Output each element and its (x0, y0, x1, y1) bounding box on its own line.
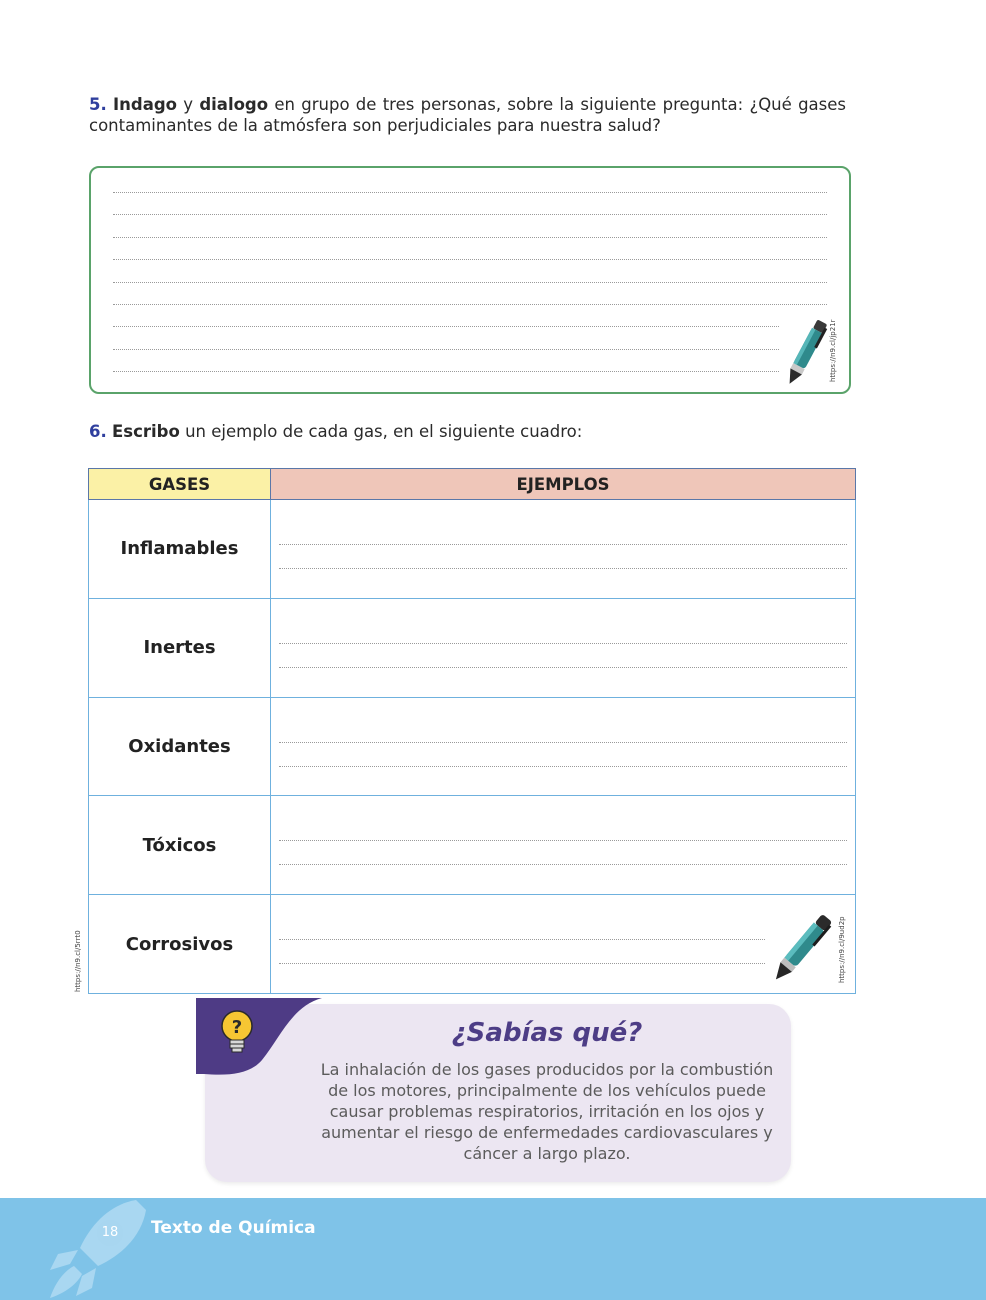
writing-line[interactable] (279, 840, 847, 841)
did-you-know-title: ¿Sabías qué? (451, 1018, 643, 1048)
writing-line[interactable] (113, 237, 827, 238)
writing-line[interactable] (113, 214, 827, 215)
gas-type-cell: Oxidantes (89, 697, 271, 796)
page-number: 18 (97, 1220, 123, 1246)
table-row (89, 796, 856, 895)
question-verb: Indago (113, 95, 178, 114)
writing-line[interactable] (279, 568, 847, 569)
question-text: un ejemplo de cada gas, en el siguiente cuadro: (179, 422, 583, 441)
question-number: 5. (89, 95, 107, 114)
did-you-know-text: La inhalación de los gases producidos por la combustión de los motores, principalmente de los vehículos puede causar problemas respiratorios, irritación en los ojos y aumentar el riesgo de enfermedades cardiovasculares y cáncer a largo plazo. (320, 1060, 774, 1163)
writing-line[interactable] (113, 259, 827, 260)
gas-examples-table (88, 468, 856, 994)
writing-line[interactable] (113, 282, 827, 283)
example-cell[interactable] (271, 598, 856, 697)
example-cell[interactable] (271, 796, 856, 895)
writing-line[interactable] (279, 643, 847, 644)
question-number: 6. (89, 422, 107, 441)
example-cell[interactable] (271, 697, 856, 796)
writing-line[interactable] (279, 939, 765, 940)
header-gases: GASES (89, 469, 271, 500)
writing-line[interactable] (279, 963, 765, 964)
writing-line[interactable] (279, 667, 847, 668)
pen-icon (781, 316, 831, 392)
writing-line[interactable] (279, 864, 847, 865)
book-title: Texto de Química (151, 1218, 316, 1238)
lightbulb-question-icon (196, 998, 322, 1076)
gas-type-cell: Inertes (89, 598, 271, 697)
gas-type-cell: Inflamables (89, 500, 271, 599)
page-footer (0, 1198, 986, 1300)
answer-box[interactable] (89, 166, 851, 394)
question-verb: dialogo (199, 95, 269, 114)
header-ejemplos: EJEMPLOS (271, 469, 856, 500)
example-cell[interactable] (271, 895, 856, 994)
table-row (89, 697, 856, 796)
question-verb: Escribo (112, 422, 180, 441)
svg-text:?: ? (231, 1017, 243, 1038)
table-row (89, 598, 856, 697)
question-6 (89, 421, 846, 442)
writing-line[interactable] (279, 766, 847, 767)
example-cell[interactable] (271, 500, 856, 599)
table-header-row (89, 469, 856, 500)
question-text: en grupo de tres personas, sobre la siguiente pregunta: ¿Qué gases contaminantes de la atmósfera son perjudiciales para nuestra salud? (89, 95, 847, 135)
image-source-url: https://n9.cl/5rrt0 (74, 930, 82, 992)
writing-line[interactable] (113, 192, 827, 193)
table-row (89, 500, 856, 599)
question-5: 5. Indago y dialogo en grupo de tres personas, sobre la siguiente pregunta: ¿Qué gases contaminantes de la atmósfera son perjudiciales para nuestra salud? (89, 95, 847, 135)
writing-line[interactable] (113, 349, 779, 350)
table-row (89, 895, 856, 994)
writing-line[interactable] (113, 326, 779, 327)
writing-line[interactable] (113, 371, 779, 372)
gas-type-cell: Tóxicos (89, 796, 271, 895)
rocket-icon (40, 1198, 160, 1300)
image-source-url: https://n9.cl/9ud2p (838, 916, 846, 984)
writing-line[interactable] (113, 304, 827, 305)
writing-line[interactable] (279, 742, 847, 743)
gas-type-cell: Corrosivos (89, 895, 271, 994)
pen-icon (765, 909, 839, 989)
image-source-url: https://n9.cl/jp21r (829, 319, 837, 382)
writing-line[interactable] (279, 544, 847, 545)
